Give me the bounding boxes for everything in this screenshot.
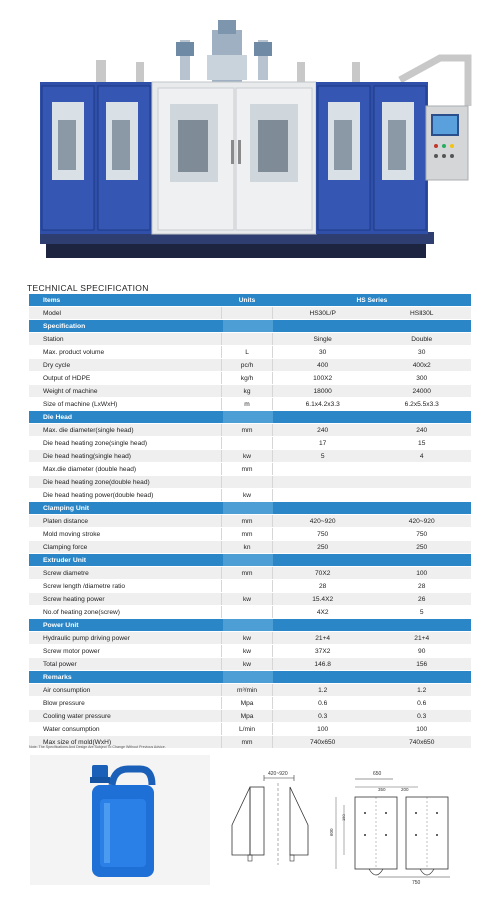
row-unit: mm: [221, 515, 273, 527]
row-value-hs30l: 21+4: [315, 634, 331, 642]
table-row: [29, 333, 471, 346]
dim-650: 650: [373, 771, 382, 777]
section-label: Specification: [43, 322, 86, 330]
row-unit: [221, 333, 273, 345]
header-items: Items: [43, 296, 61, 304]
row-item: Weight of machine: [43, 387, 98, 395]
row-value-hsii30l: 5: [419, 608, 424, 616]
dim-750: 750: [412, 880, 421, 885]
section-header-row: [29, 320, 471, 333]
row-value-hsii30l: 100: [416, 569, 428, 577]
row-unit: [221, 476, 273, 488]
row-unit: mm: [221, 424, 273, 436]
row-value-hsii30l: 90: [418, 647, 426, 655]
table-row: [29, 307, 471, 320]
section-unit-cell: [222, 320, 274, 332]
row-unit: kg/h: [221, 372, 273, 384]
row-item: Max. product volume: [43, 348, 105, 356]
row-unit: mm: [221, 528, 273, 540]
row-value-hsii30l: 240: [416, 426, 428, 434]
row-unit: [221, 307, 273, 319]
row-unit: pc/h: [221, 359, 273, 371]
table-row: [29, 658, 471, 671]
row-value-hsii30l: 100: [416, 725, 428, 733]
row-item: Dry cycle: [43, 361, 71, 369]
row-unit: mm: [221, 463, 273, 475]
table-row: [29, 463, 471, 476]
table-row: [29, 528, 471, 541]
row-item: Max size of mold(WxH): [43, 738, 112, 746]
row-value-hs30l: 70X2: [314, 569, 331, 577]
section-label: Clamping Unit: [43, 504, 90, 512]
row-value-hs30l: 100: [317, 725, 329, 733]
row-item: No.of heating zone(screw): [43, 608, 120, 616]
row-item: Mold moving stroke: [43, 530, 101, 538]
row-item: Blow pressure: [43, 699, 85, 707]
row-value-hsii30l: 0.3: [417, 712, 427, 720]
section-unit-cell: [222, 671, 274, 683]
row-item: Air consumption: [43, 686, 91, 694]
row-value-hsii30l: 156: [416, 660, 428, 668]
row-item: Hydraulic pump driving power: [43, 634, 130, 642]
row-value-hsii30l: 740x650: [409, 738, 435, 746]
header-units: Units: [221, 294, 273, 306]
table-row: [29, 567, 471, 580]
section-header-row: [29, 502, 471, 515]
table-row: [29, 450, 471, 463]
table-row: [29, 684, 471, 697]
row-value-hs30l: 0.6: [318, 699, 328, 707]
row-value-hsii30l: 250: [416, 543, 428, 551]
spec-title: TECHNICAL SPECIFICATION: [27, 283, 149, 293]
row-value-hsii30l: 24000: [412, 387, 431, 395]
table-row: [29, 632, 471, 645]
row-value-hs30l: 146.8: [314, 660, 331, 668]
row-unit: L: [221, 346, 273, 358]
section-label: Power Unit: [43, 621, 79, 629]
row-item: Cooling water pressure: [43, 712, 111, 720]
spec-table: [29, 294, 471, 749]
row-unit: [221, 580, 273, 592]
table-row: [29, 723, 471, 736]
row-item: Total power: [43, 660, 77, 668]
table-row: [29, 580, 471, 593]
row-value-hsii30l: 21+4: [414, 634, 430, 642]
row-value-hs30l: 1.2: [318, 686, 328, 694]
row-unit: m: [221, 398, 273, 410]
row-value-hs30l: 6.1x4.2x3.3: [305, 400, 340, 408]
row-value-hs30l: 250: [317, 543, 329, 551]
row-item: Max. die diameter(single head): [43, 426, 134, 434]
row-value-hsii30l: 420~920: [408, 517, 435, 525]
row-unit: kw: [221, 632, 273, 644]
row-value-hs30l: 400: [317, 361, 329, 369]
table-row: [29, 476, 471, 489]
row-item: Model: [43, 309, 61, 317]
jerrycan-photo: [30, 755, 210, 885]
section-unit-cell: [222, 411, 274, 423]
table-row: [29, 489, 471, 502]
row-item: Die head heating zone(single head): [43, 439, 148, 447]
row-value-hsii30l: HSⅡ30L: [410, 310, 434, 317]
section-label: Extruder Unit: [43, 556, 87, 564]
row-value-hsii30l: 6.2x5.5x3.3: [404, 400, 439, 408]
row-value-hsii30l: 28: [418, 582, 426, 590]
row-value-hsii30l: 1.2: [417, 686, 427, 694]
row-unit: kw: [221, 450, 273, 462]
row-value-hs30l: HS30L/P: [309, 309, 336, 317]
row-value-hs30l: 240: [317, 426, 329, 434]
row-unit: L/min: [221, 723, 273, 735]
row-item: Screw diametre: [43, 569, 89, 577]
table-row: [29, 359, 471, 372]
row-item: Screw heating power: [43, 595, 105, 603]
row-unit: [221, 606, 273, 618]
table-row: [29, 515, 471, 528]
row-value-hs30l: Single: [313, 335, 332, 343]
row-value-hs30l: 420~920: [309, 517, 336, 525]
table-header-row: [29, 294, 471, 307]
row-value-hs30l: 15.4X2: [312, 595, 334, 603]
row-value-hs30l: 750: [317, 530, 329, 538]
header-series: HS Series: [356, 296, 388, 304]
row-unit: mm: [221, 567, 273, 579]
dim-350: 350: [378, 787, 386, 792]
row-value-hs30l: 18000: [313, 387, 332, 395]
row-value-hs30l: 30: [319, 348, 327, 356]
row-value-hsii30l: 300: [416, 374, 428, 382]
table-row: [29, 541, 471, 554]
table-row: [29, 437, 471, 450]
dim-200: 200: [401, 787, 409, 792]
row-value-hsii30l: 400x2: [412, 361, 431, 369]
row-item: Station: [43, 335, 64, 343]
row-value-hsii30l: 30: [418, 348, 426, 356]
row-unit: [221, 437, 273, 449]
row-value-hsii30l: 15: [418, 439, 426, 447]
row-value-hsii30l: 750: [416, 530, 428, 538]
row-value-hs30l: 28: [319, 582, 327, 590]
table-row: [29, 424, 471, 437]
dim-150: 150: [341, 814, 346, 821]
row-item: Water consumption: [43, 725, 100, 733]
row-value-hsii30l: 26: [418, 595, 426, 603]
mold-drawing: [228, 765, 478, 885]
row-value-hs30l: 0.3: [318, 712, 328, 720]
row-unit: Mpa: [221, 710, 273, 722]
row-unit: kw: [221, 658, 273, 670]
row-value-hs30l: 37X2: [314, 647, 331, 655]
row-item: Output of HDPE: [43, 374, 91, 382]
row-value-hs30l: 5: [320, 452, 325, 460]
row-unit: m³/min: [221, 684, 273, 696]
row-item: Screw motor power: [43, 647, 100, 655]
table-row: [29, 710, 471, 723]
row-item: Size of machine (LxWxH): [43, 400, 118, 408]
section-header-row: [29, 411, 471, 424]
section-label: Remarks: [43, 673, 72, 681]
row-unit: kw: [221, 645, 273, 657]
row-item: Clamping force: [43, 543, 88, 551]
section-unit-cell: [222, 619, 274, 631]
section-header-row: [29, 619, 471, 632]
table-row: [29, 398, 471, 411]
row-value-hs30l: 100X2: [313, 374, 333, 382]
table-row: [29, 645, 471, 658]
row-item: Max.die diameter (double head): [43, 465, 137, 473]
row-item: Die head heating(single head): [43, 452, 131, 460]
row-value-hsii30l: Double: [411, 335, 433, 343]
table-row: [29, 346, 471, 359]
table-row: [29, 372, 471, 385]
row-unit: kw: [221, 489, 273, 501]
dim-600: 600: [329, 828, 334, 836]
table-row: [29, 697, 471, 710]
table-row: [29, 606, 471, 619]
footnote: Note: The Specifications And Design Are Subject To Change Without Previous Advice.: [29, 745, 166, 749]
row-value-hsii30l: 0.6: [417, 699, 427, 707]
row-value-hsii30l: 4: [419, 452, 424, 460]
row-item: Die head heating zone(double head): [43, 478, 150, 486]
section-header-row: [29, 671, 471, 684]
row-unit: kg: [221, 385, 273, 397]
row-unit: kw: [221, 593, 273, 605]
row-item: Platen distance: [43, 517, 89, 525]
table-row: [29, 593, 471, 606]
row-value-hs30l: 740x650: [310, 738, 336, 746]
table-body: [29, 307, 471, 749]
machine-photo: [0, 0, 500, 272]
row-unit: Mpa: [221, 697, 273, 709]
row-value-hs30l: 17: [319, 439, 327, 447]
section-header-row: [29, 554, 471, 567]
dim-platen-distance: 420~920: [268, 771, 288, 777]
row-item: Screw length /diametre ratio: [43, 582, 126, 590]
section-unit-cell: [222, 554, 274, 566]
row-unit: mm: [221, 736, 273, 748]
row-item: Die head heating power(double head): [43, 491, 154, 499]
row-unit: kn: [221, 541, 273, 553]
table-row: [29, 385, 471, 398]
row-value-hs30l: 4X2: [316, 608, 329, 616]
section-label: Die Head: [43, 413, 73, 421]
section-unit-cell: [222, 502, 274, 514]
